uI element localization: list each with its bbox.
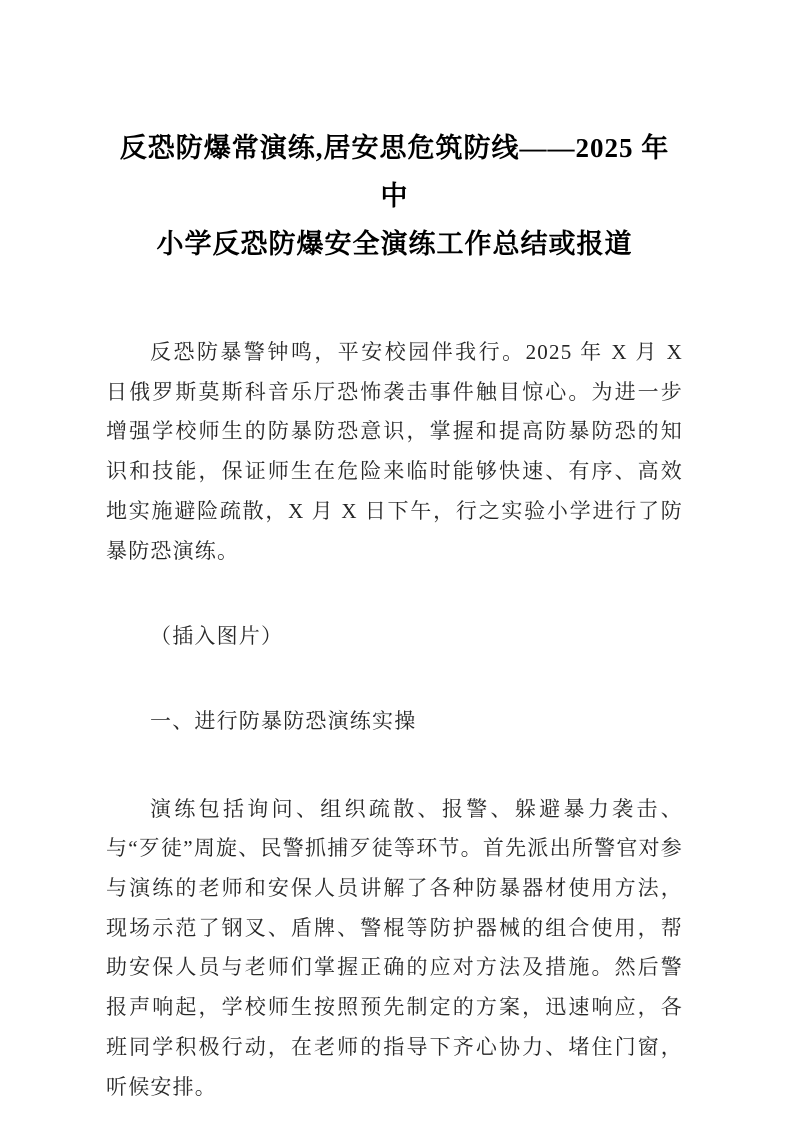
paragraph-drill-details: 演练包括询问、组织疏散、报警、躲避暴力袭击、与“歹徒”周旋、民警抓捕歹徒等环节。首先派出所警官对参与演练的老师和安保人员讲解了各种防暴器材使用方法，现场示范了钢叉、盾牌、警棍等防护器械的组合使用，帮助安保人员与老师们掌握正确的应对方法及措施。然后警报声响起，学校师生按照预先制定的方案，迅速响应，各班同学积极行动，在老师的指导下齐心协力、堵住门窗，听候安排。	[106, 796, 683, 1099]
image-placeholder-text: （插入图片）	[150, 624, 284, 649]
paragraph-intro: 反恐防暴警钟鸣，平安校园伴我行。2025 年 X 月 X 日俄罗斯莫斯科音乐厅恐怖袭击事件触目惊心。为进一步增强学校师生的防暴防恐意识，掌握和提高防暴防恐的知识和技能，保证师生在危险来临时能够快速、有序、高效地实施避险疏散，X 月 X 日下午，行之实验小学进行了防暴防恐演练。	[106, 340, 683, 563]
document-title-line-1: 反恐防爆常演练,居安思危筑防线——2025 年中	[119, 133, 670, 211]
section-heading-drill-practice: 一、进行防暴防恐演练实操	[150, 708, 417, 733]
document-title-line-2: 小学反恐防爆安全演练工作总结或报道	[156, 229, 633, 259]
document-title	[106, 124, 683, 268]
